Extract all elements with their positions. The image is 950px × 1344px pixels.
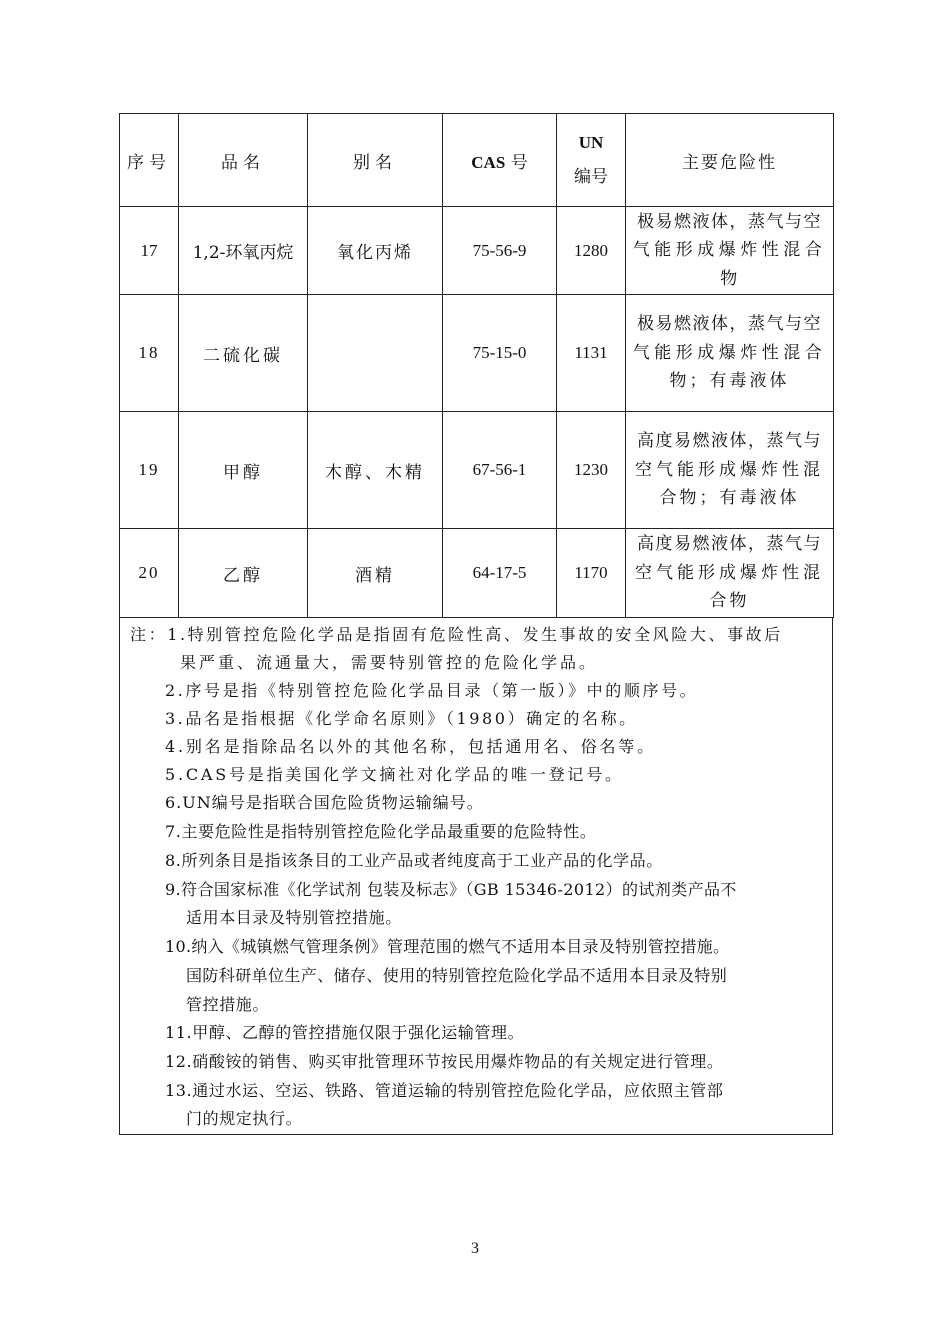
header-un-bold: UN <box>578 133 604 152</box>
note-line: 5.CAS号是指美国化学文摘社对化学品的唯一登记号。 <box>165 765 624 784</box>
header-cas-bold: CAS <box>471 152 506 172</box>
note-line: 3.品名是指根据《化学命名原则》（1980）确定的名称。 <box>165 709 638 728</box>
note-line: 门的规定执行。 <box>186 1109 303 1128</box>
note-line: 11.甲醇、乙醇的管控措施仅限于强化运输管理。 <box>165 1023 525 1042</box>
hazard-line: 合物 <box>709 591 750 612</box>
hazard-line: 气能形成爆炸性混合 <box>632 240 827 261</box>
row-name: 甲醇 <box>179 412 308 529</box>
hazard-line: 空气能形成爆炸性混 <box>635 562 824 583</box>
row-un: 1170 <box>557 529 626 618</box>
row-cas: 75-56-9 <box>443 207 557 295</box>
row-un: 1131 <box>557 295 626 412</box>
row-alias: 木醇、木精 <box>308 412 443 529</box>
header-un-suffix: 编号 <box>574 167 608 187</box>
hazardous-chemicals-table <box>119 113 834 618</box>
table-row <box>120 529 834 618</box>
hazard-line: 物 <box>720 268 739 289</box>
page-number: 3 <box>471 1240 479 1257</box>
header-un <box>557 114 626 207</box>
hazard-line: 空气能形成爆炸性混 <box>635 459 824 480</box>
header-index: 序号 <box>120 114 179 207</box>
row-un: 1230 <box>557 412 626 529</box>
row-name: 1,2-环氧丙烷 <box>179 207 308 295</box>
note-line: 适用本目录及特别管控措施。 <box>186 908 402 927</box>
hazard-line: 合物；有毒液体 <box>659 488 800 509</box>
note-line: 管控措施。 <box>186 995 270 1014</box>
header-hazard: 主要危险性 <box>626 114 834 207</box>
hazard-line: 物；有毒液体 <box>669 371 790 392</box>
note-line: 果严重、流通量大，需要特别管控的危险化学品。 <box>180 653 599 672</box>
header-alias: 别名 <box>308 114 443 207</box>
row-index: 20 <box>120 529 179 618</box>
row-alias: 氧化丙烯 <box>308 207 443 295</box>
hazard-line: 气能形成爆炸性混合 <box>632 342 827 363</box>
row-index: 17 <box>120 207 179 295</box>
row-cas: 64-17-5 <box>443 529 557 618</box>
row-hazard <box>626 529 834 618</box>
row-index: 19 <box>120 412 179 529</box>
row-alias <box>308 295 443 412</box>
note-line: 10.纳入《城镇燃气管理条例》管理范围的燃气不适用本目录及特别管控措施。 <box>165 937 730 956</box>
row-name: 二硫化碳 <box>179 295 308 412</box>
header-cas <box>443 114 557 207</box>
note-line: 9.符合国家标准《化学试剂 包装及标志》（GB 15346-2012）的试剂类产品不 <box>165 880 737 899</box>
note-line: 国防科研单位生产、储存、使用的特别管控危险化学品不适用本目录及特别 <box>186 966 728 985</box>
note-line: 12.硝酸铵的销售、购买审批管理环节按民用爆炸物品的有关规定进行管理。 <box>165 1052 724 1071</box>
note-line: 8.所列条目是指该条目的工业产品或者纯度高于工业产品的化学品。 <box>165 851 663 870</box>
table-row <box>120 412 834 529</box>
note-line: 注：1.特别管控危险化学品是指固有危险性高、发生事故的安全风险大、事故后 <box>130 625 783 644</box>
row-alias: 酒精 <box>308 529 443 618</box>
table-row <box>120 207 834 295</box>
note-line: 6.UN编号是指联合国危险货物运输编号。 <box>165 793 484 812</box>
header-name: 品名 <box>179 114 308 207</box>
row-hazard <box>626 412 834 529</box>
row-name: 乙醇 <box>179 529 308 618</box>
note-line: 13.通过水运、空运、铁路、管道运输的特别管控危险化学品，应依照主管部 <box>165 1081 724 1100</box>
row-un: 1280 <box>557 207 626 295</box>
table-row <box>120 295 834 412</box>
hazard-line: 极易燃液体，蒸气与空 <box>637 211 822 232</box>
note-line: 4.别名是指除品名以外的其他名称，包括通用名、俗名等。 <box>165 737 656 756</box>
table-header-row <box>120 114 834 207</box>
note-line: 2.序号是指《特别管控危险化学品目录（第一版）》中的顺序号。 <box>165 681 699 700</box>
row-index: 18 <box>120 295 179 412</box>
hazard-line: 极易燃液体，蒸气与空 <box>637 314 822 335</box>
header-cas-suffix: 号 <box>505 152 528 173</box>
row-cas: 67-56-1 <box>443 412 557 529</box>
row-hazard <box>626 295 834 412</box>
hazard-line: 高度易燃液体，蒸气与 <box>637 431 822 452</box>
notes-box <box>119 617 833 1135</box>
note-line: 7.主要危险性是指特别管控危险化学品最重要的危险特性。 <box>165 822 597 841</box>
hazard-line: 高度易燃液体，蒸气与 <box>637 534 822 555</box>
row-hazard <box>626 207 834 295</box>
row-cas: 75-15-0 <box>443 295 557 412</box>
